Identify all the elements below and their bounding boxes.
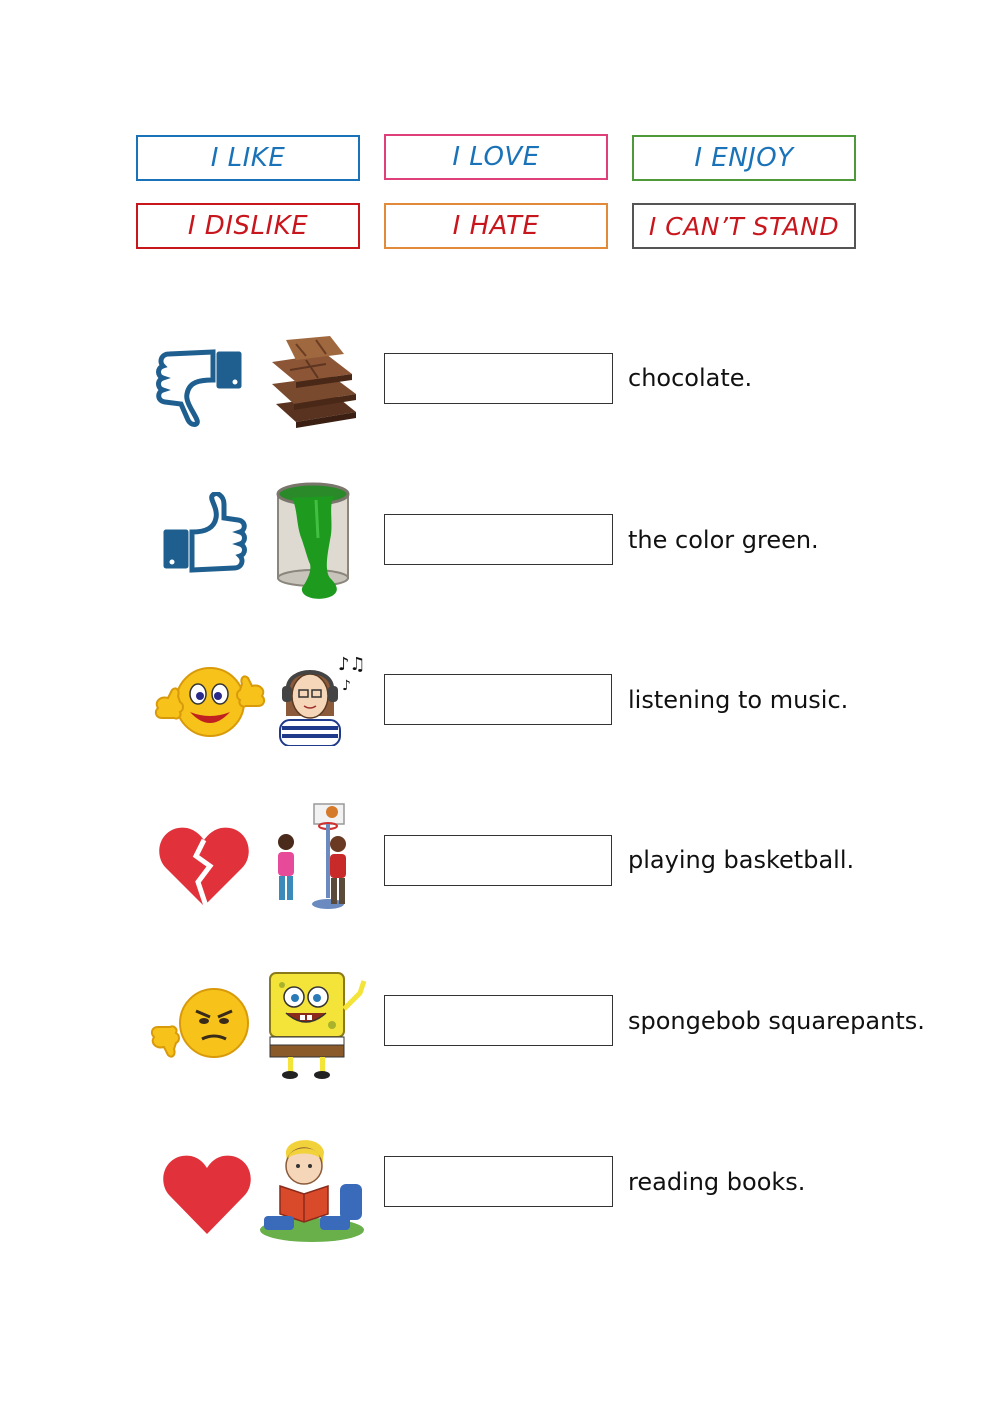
sentence-text: reading books.: [628, 1168, 806, 1196]
broken-heart-icon: [156, 822, 252, 908]
angry-emoji-thumbs-down-icon: [146, 985, 252, 1065]
red-heart-icon: [160, 1150, 254, 1236]
exercise-row-green: [0, 480, 1000, 630]
sentence-text: chocolate.: [628, 364, 753, 392]
answer-box[interactable]: [384, 353, 613, 404]
green-paint-can-picture: [272, 480, 356, 604]
kids-basketball-picture: [270, 800, 352, 912]
exercise-row-spongebob: [0, 965, 1000, 1115]
answer-box[interactable]: [384, 835, 612, 886]
thumbs-down-icon: [155, 348, 250, 430]
word-i-like[interactable]: I LIKE: [136, 135, 360, 181]
boy-reading-picture: [256, 1134, 368, 1244]
answer-box[interactable]: [384, 674, 612, 725]
exercise-row-reading: [0, 1130, 1000, 1280]
answer-box[interactable]: [384, 514, 613, 565]
word-i-dislike[interactable]: I DISLIKE: [136, 203, 360, 249]
happy-emoji-thumbs-up-icon: [150, 662, 270, 742]
girl-headphones-picture: [272, 650, 368, 746]
exercise-row-music: [0, 640, 1000, 790]
exercise-row-chocolate: [0, 330, 1000, 480]
svg-text:♪♫: ♪♫: [338, 654, 366, 675]
word-i-love[interactable]: I LOVE: [384, 134, 608, 180]
thumbs-up-icon: [158, 492, 250, 574]
answer-box[interactable]: [384, 1156, 613, 1207]
sentence-text: listening to music.: [628, 686, 849, 714]
word-i-enjoy[interactable]: I ENJOY: [632, 135, 856, 181]
answer-box[interactable]: [384, 995, 613, 1046]
sentence-text: the color green.: [628, 526, 819, 554]
word-i-cant-stand[interactable]: I CAN’T STAND: [632, 203, 856, 249]
sentence-text: spongebob squarepants.: [628, 1007, 925, 1035]
exercise-row-basketball: [0, 800, 1000, 950]
word-i-hate[interactable]: I HATE: [384, 203, 608, 249]
sentence-text: playing basketball.: [628, 846, 855, 874]
spongebob-picture: [264, 969, 372, 1081]
svg-text:♪: ♪: [342, 678, 351, 694]
chocolate-picture: [266, 334, 362, 434]
